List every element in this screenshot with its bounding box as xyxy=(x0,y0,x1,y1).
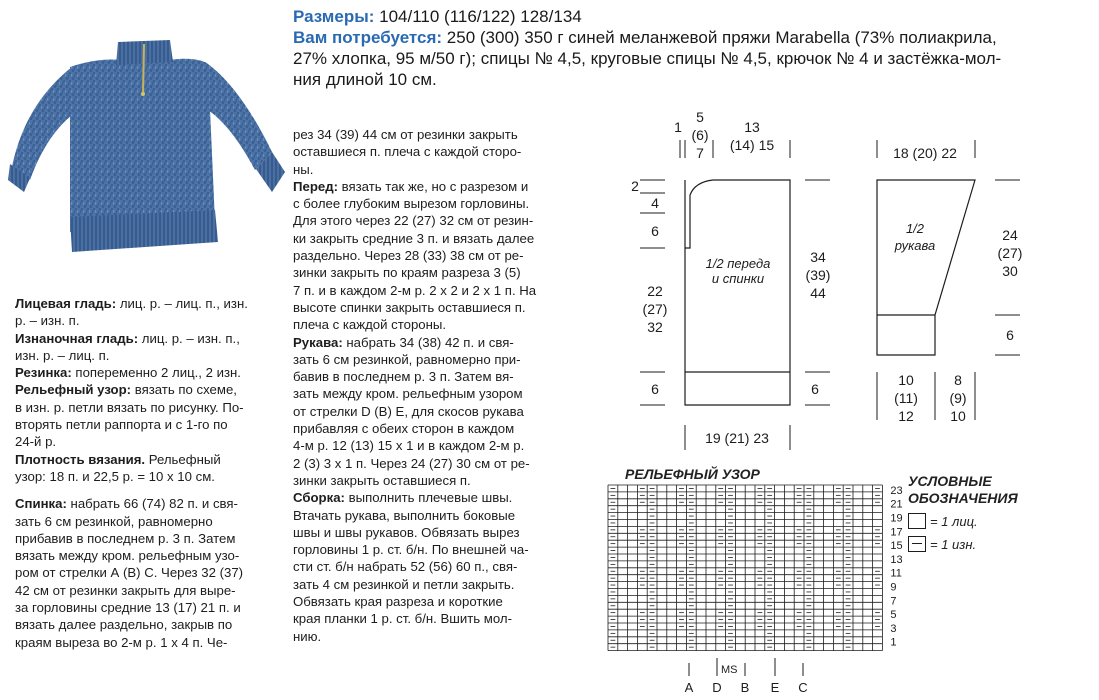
stitch-text: в изн. р. петли вязать по рисунку. По- xyxy=(15,399,244,415)
row-number: 13 xyxy=(890,553,903,566)
stitch-text: 24-й р. xyxy=(15,434,57,450)
front-text: раздельно. Через 28 (33) 38 см от ре- xyxy=(293,248,524,264)
back-text: ром от стрелки А (В) С. Через 32 (37) xyxy=(15,565,244,581)
assembly-text: нию. xyxy=(293,628,322,644)
dim-label: (14) 15 xyxy=(729,137,775,153)
dim-label: (11) xyxy=(894,390,918,406)
row-number: 11 xyxy=(890,567,902,580)
front-text: вязать так же, но с разрезом и xyxy=(337,178,529,194)
materials-line xyxy=(293,27,1093,48)
stitch-text: лиц. р. – изн. п., xyxy=(138,330,240,346)
assembly-text: выполнить плечевые швы. xyxy=(344,490,513,506)
front-label: Перед: xyxy=(293,178,338,194)
sleeves-text: зинки закрыть оставшиеся п. xyxy=(293,472,471,488)
back-text: набрать 66 (74) 82 п. и свя- xyxy=(66,496,238,512)
materials-text-2: 27% хлопка, 95 м/50 г); спицы № 4,5, круговые спицы № 4,5, крючок № 4 и застёжка-мол- xyxy=(293,49,1002,68)
materials-text-1: 250 (300) 350 г синей меланжевой пряжи Marabella (73% полиакрила, xyxy=(442,28,997,47)
gauge-label: Плотность вязания. xyxy=(15,451,146,467)
body-outline xyxy=(685,180,790,405)
dim-label: 32 xyxy=(647,319,663,335)
dim-label: 2 xyxy=(631,178,639,194)
dim-label: 6 xyxy=(651,381,659,397)
legend-item-knit xyxy=(908,513,978,529)
dim-label: (39) xyxy=(805,267,831,283)
chart-title: РЕЛЬЕФНЫЙ УЗОР xyxy=(625,466,760,482)
materials-text-3: ния длиной 10 см. xyxy=(293,70,437,89)
row-number: 1 xyxy=(890,636,897,649)
dim-label: 19 (21) 23 xyxy=(705,430,769,446)
dim-label: 10 xyxy=(950,408,966,424)
legend-item-label: = 1 лиц. xyxy=(930,513,978,529)
dim-label: 10 xyxy=(898,372,914,388)
stitch-label-stockinette: Лицевая гладь: xyxy=(15,296,117,311)
stitch-label-rib: Резинка: xyxy=(15,365,72,381)
back-text: ны. xyxy=(293,161,314,177)
assembly-text: края планки 1 р. ст. б/н. Вшить мол- xyxy=(293,611,512,627)
arrow-label-e: E xyxy=(770,680,780,695)
body-piece-label: 1/2 переда xyxy=(705,256,771,271)
dim-label: (9) xyxy=(949,390,967,406)
arrow-label-a: A xyxy=(684,680,694,695)
front-text: зинки закрыть по краям разреза 3 (5) xyxy=(293,265,521,281)
sleeves-text: бавив в последнем р. 3 п. Затем вя- xyxy=(293,369,514,385)
arrow-label-d: D xyxy=(712,680,722,695)
sizes-value: 104/110 (116/122) 128/134 xyxy=(374,7,582,26)
body-piece-label: и спинки xyxy=(711,271,765,286)
stitch-label-relief: Рельефный узор: xyxy=(15,382,132,398)
back-text: за горловины средние 13 (17) 21 п. и xyxy=(15,600,241,616)
row-number: 23 xyxy=(890,484,903,497)
row-number: 17 xyxy=(890,526,903,539)
legend xyxy=(908,473,1018,507)
back-text: зать 6 см резинкой, равномерно xyxy=(15,513,213,529)
sleeve-piece-label: 1/2 xyxy=(905,221,925,236)
dim-label: 44 xyxy=(810,285,826,301)
ms-label: MS xyxy=(721,664,738,676)
assembly-text: сти ст. б/н набрать 52 (56) 60 п., свя- xyxy=(293,559,518,575)
dim-label: (27) xyxy=(642,301,668,317)
assembly-text: зать 4 см резинкой и петли закрыть. xyxy=(293,576,515,592)
sleeves-text: прибавляя с обеих сторон в каждом xyxy=(293,421,515,437)
row-number: 19 xyxy=(890,512,903,525)
legend-item-purl xyxy=(908,536,976,552)
dim-label: (6) xyxy=(691,127,709,143)
row-number: 3 xyxy=(890,622,897,635)
front-text: Для этого через 22 (27) 32 см от резин- xyxy=(293,213,534,229)
dim-label: 24 xyxy=(1002,227,1018,243)
purl-symbol-icon xyxy=(908,536,926,552)
dim-label: 4 xyxy=(651,195,659,211)
back-text: прибавив в последнем р. 3 п. Затем xyxy=(15,530,236,546)
assembly-text: Втачать рукава, выполнить боковые xyxy=(293,507,516,523)
stitch-text: р. – изн. п. xyxy=(15,313,80,329)
row-number: 7 xyxy=(890,595,897,608)
dim-label: 6 xyxy=(651,223,659,239)
front-text: высоте спинки закрыть оставшиеся п. xyxy=(293,299,526,315)
row-number: 15 xyxy=(890,540,903,553)
sleeves-text: 4-м р. 12 (13) 15 х 1 и в каждом 2-м р. xyxy=(293,438,525,454)
front-text: ки закрыть средние 3 п. и вязать далее xyxy=(293,230,535,246)
sweater-photo xyxy=(10,32,285,287)
row-number: 5 xyxy=(890,609,897,622)
dim-label: 13 xyxy=(744,119,760,135)
dim-label: 34 xyxy=(810,249,826,265)
dim-label: 8 xyxy=(954,372,962,388)
dim-label: 5 xyxy=(696,109,704,125)
sizes-label: Размеры: xyxy=(293,7,375,26)
stitch-text: лиц. р. – лиц. п., изн. xyxy=(116,296,248,311)
legend-item-label: = 1 изн. xyxy=(930,536,977,552)
sleeves-text: 2 (3) 3 х 1 п. Через 24 (27) 30 см от ре- xyxy=(293,455,530,471)
dim-label: (27) xyxy=(997,245,1023,261)
pattern-schematic xyxy=(580,100,1080,460)
gauge-text: узор: 18 п. и 22,5 р. = 10 х 10 см. xyxy=(15,468,215,484)
dim-label: 6 xyxy=(1006,327,1014,343)
dim-label: 18 (20) 22 xyxy=(893,145,957,161)
dim-label: 6 xyxy=(811,381,819,397)
materials-label: Вам потребуется: xyxy=(293,28,443,47)
legend-title: УСЛОВНЫЕ xyxy=(908,473,992,489)
stitch-text: вторять петли раппорта и с 1-го по xyxy=(15,417,228,433)
back-text: 42 см от резинки закрыть для выре- xyxy=(15,582,236,598)
back-text: оставшиеся п. плеча с каждой сторо- xyxy=(293,144,522,160)
gauge-text: Рельефный xyxy=(145,451,221,467)
stitch-text: вязать по схеме, xyxy=(131,382,237,398)
back-label: Спинка: xyxy=(15,496,67,512)
sleeve-outline xyxy=(877,180,975,355)
sleeve-piece-label: рукава xyxy=(894,238,936,253)
knit-symbol-icon xyxy=(908,513,926,529)
back-text: вязать между кром. рельефным узо- xyxy=(15,548,240,564)
back-text: вязать далее раздельно, закрыв по xyxy=(15,617,233,633)
back-text: рез 34 (39) 44 см от резинки закрыть xyxy=(293,127,518,142)
stitch-text: попеременно 2 лиц., 2 изн. xyxy=(71,365,241,381)
relief-chart xyxy=(600,480,903,700)
row-number: 21 xyxy=(890,498,903,511)
arrow-label-b: B xyxy=(740,680,750,695)
stitch-text: изн. р. – лиц. п. xyxy=(15,347,110,363)
dim-label: 7 xyxy=(696,145,704,161)
assembly-text: горловины 1 р. ст. б/н. По внешней ча- xyxy=(293,542,529,558)
sizes-line xyxy=(293,6,1093,27)
dim-label: 1 xyxy=(674,119,682,135)
front-text: 7 п. и в каждом 2-м р. 2 х 2 и 2 х 1 п. На xyxy=(293,282,537,298)
dim-label: 22 xyxy=(647,283,663,299)
legend-title: ОБОЗНАЧЕНИЯ xyxy=(908,490,1018,506)
sleeves-text: зать между кром. рельефным узором xyxy=(293,386,523,402)
row-number: 9 xyxy=(890,581,897,594)
dim-label: 30 xyxy=(1002,263,1018,279)
front-text: плеча с каждой стороны. xyxy=(293,317,447,333)
assembly-label: Сборка: xyxy=(293,490,345,506)
back-text: краям выреза во 2-м р. 1 х 4 п. Че- xyxy=(15,634,228,650)
sleeves-text: от стрелки D (В) Е, для скосов рукава xyxy=(293,403,524,419)
arrow-label-c: C xyxy=(798,680,808,695)
stitch-label-reverse: Изнаночная гладь: xyxy=(15,330,139,346)
front-text: с более глубоким вырезом горловины. xyxy=(293,196,530,212)
middle-column xyxy=(293,126,565,645)
assembly-text: Обвязать края разреза и короткие xyxy=(293,594,503,610)
assembly-text: швы и швы рукавов. Обвязать вырез xyxy=(293,524,520,540)
left-column xyxy=(15,295,277,651)
header xyxy=(293,6,1093,90)
sleeves-text: зать 6 см резинкой, равномерно при- xyxy=(293,351,521,367)
sleeves-text: набрать 34 (38) 42 п. и свя- xyxy=(342,334,514,350)
sleeves-label: Рукава: xyxy=(293,334,343,350)
dim-label: 12 xyxy=(898,408,914,424)
